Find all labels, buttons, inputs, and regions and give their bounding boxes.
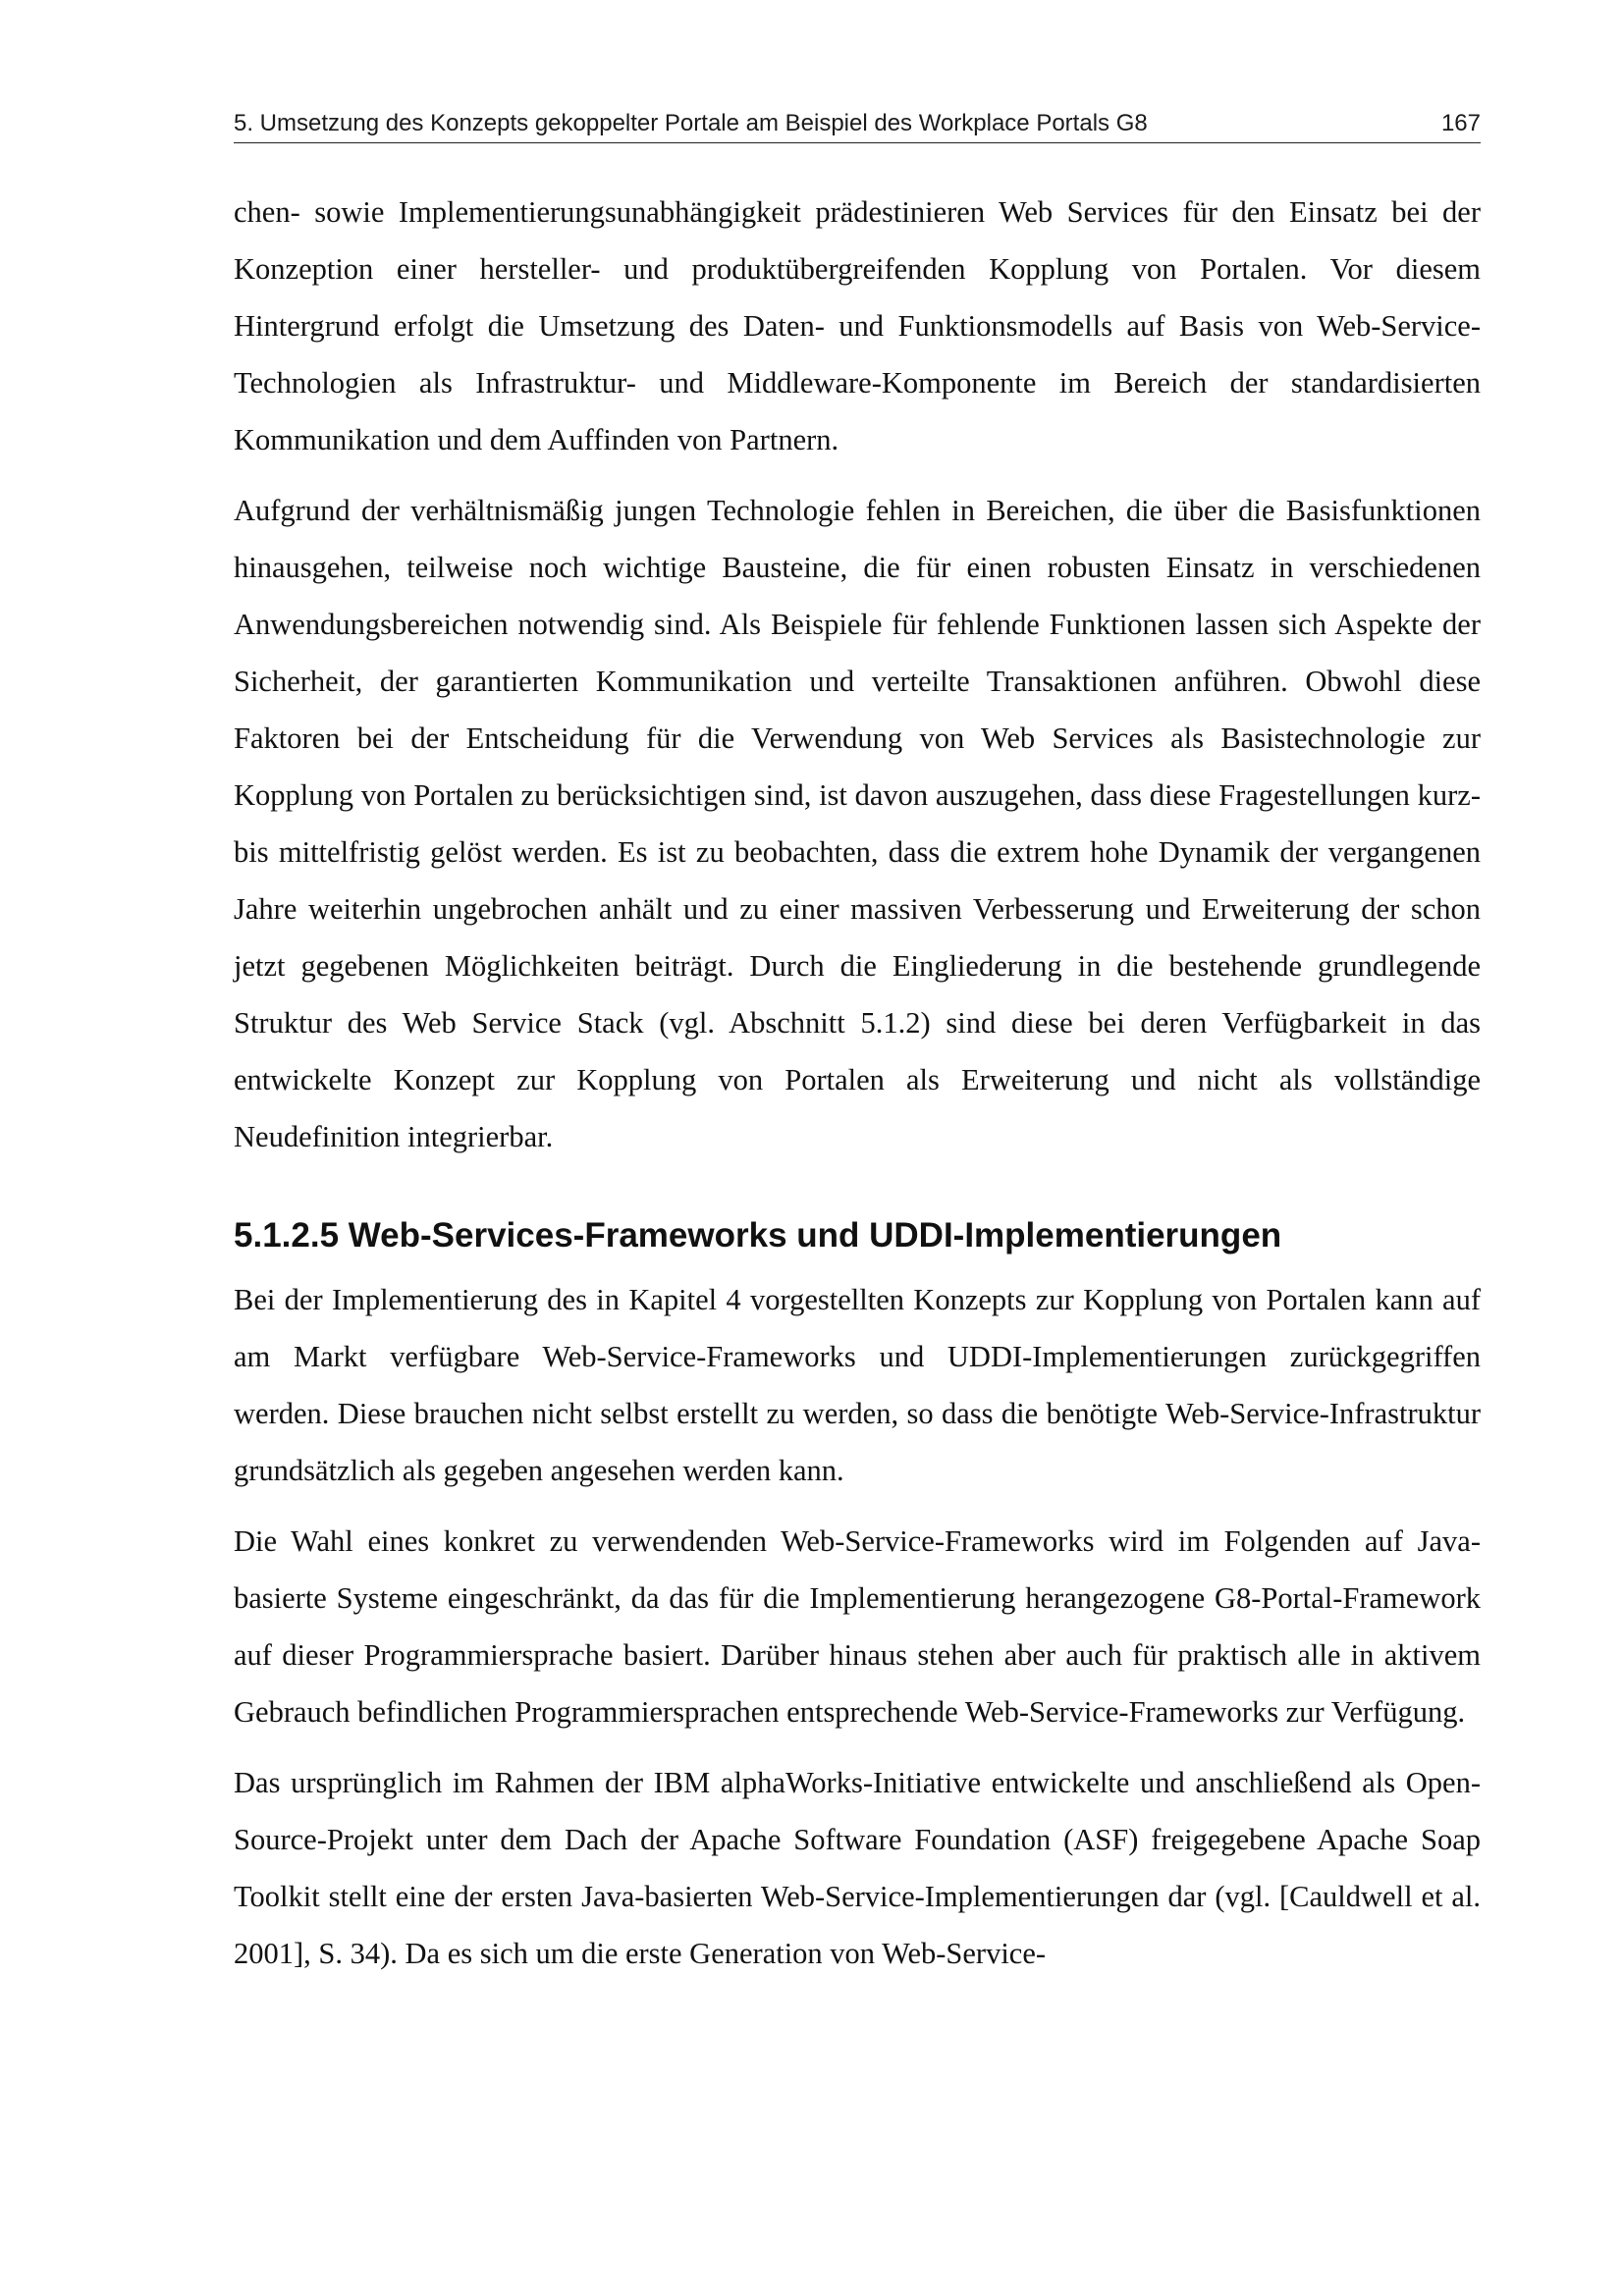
paragraph: Die Wahl eines konkret zu verwendenden Web-Service-Frameworks wird im Folgenden auf Java-basierte Systeme eingeschränkt, da das für die Implementierung herangezogene G8-Portal-Framework auf dieser Programmiersprache basiert. Darüber hinaus stehen aber auch für praktisch alle in aktivem Gebrauch befindlichen Programmiersprachen entsprechende Web-Service-Frameworks zur Verfügung. bbox=[234, 1523, 1481, 1729]
paragraph: Bei der Implementierung des in Kapitel 4 vorgestellten Konzepts zur Kopplung von Portalen kann auf am Markt verfügbare Web-Service-Frameworks und UDDI-Implementierungen zurückgegriffen werden. Diese brauchen nicht selbst erstellt zu werden, so dass die benötigte Web-Service-Infrastruktur grundsätzlich als gegeben angesehen werden kann. bbox=[234, 1282, 1481, 1487]
body-text bbox=[234, 184, 1481, 1982]
page-number: 167 bbox=[1440, 110, 1481, 136]
paragraph: chen- sowie Implementierungsunabhängigkeit prädestinieren Web Services für den Einsatz bei der Konzeption einer hersteller- und produktübergreifenden Kopplung von Portalen. Vor diesem Hintergrund erfolgt die Umsetzung des Daten- und Funktionsmodells auf Basis von Web-Service-Technologien als Infrastruktur- und Middleware-Komponente im Bereich der standardisierten Kommunikation und dem Auffinden von Partnern. bbox=[234, 194, 1481, 456]
document-page bbox=[234, 110, 1481, 1996]
chapter-title: 5. Umsetzung des Konzepts gekoppelter Portale am Beispiel des Workplace Portals G8 bbox=[234, 110, 1148, 136]
running-header bbox=[234, 110, 1481, 143]
paragraph: Aufgrund der verhältnismäßig jungen Technologie fehlen in Bereichen, die über die Basisfunktionen hinausgehen, teilweise noch wichtige Bausteine, die für einen robusten Einsatz in verschiedenen Anwendungsbereichen notwendig sind. Als Beispiele für fehlende Funktionen lassen sich Aspekte der Sicherheit, der garantierten Kommunikation und verteilte Transaktionen anführen. Obwohl diese Faktoren bei der Entscheidung für die Verwendung von Web Services als Basistechnologie zur Kopplung von Portalen zu berücksichtigen sind, ist davon auszugehen, dass diese Fragestellungen kurz- bis mittelfristig gelöst werden. Es ist zu beobachten, dass die extrem hohe Dynamik der vergangenen Jahre weiterhin ungebrochen anhält und zu einer massiven Verbesserung und Erweiterung der schon jetzt gegebenen Möglichkeiten beiträgt. Durch die Eingliederung in die bestehende grundlegende Struktur des Web Service Stack (vgl. Abschnitt 5.1.2) sind diese bei deren Verfügbarkeit in das entwickelte Konzept zur Kopplung von Portalen als Erweiterung und nicht als vollständige Neudefinition integrierbar. bbox=[234, 493, 1481, 1153]
section-heading: 5.1.2.5 Web-Services-Frameworks und UDDI-Implementierungen bbox=[234, 1215, 1282, 1255]
paragraph: Das ursprünglich im Rahmen der IBM alphaWorks-Initiative entwickelte und anschließend als Open-Source-Projekt unter dem Dach der Apache Software Foundation (ASF) freigegebene Apache Soap Toolkit stellt eine der ersten Java-basierten Web-Service-Implementierungen dar (vgl. [Cauldwell et al. 2001], S. 34). Da es sich um die erste Generation von Web-Service- bbox=[234, 1765, 1481, 1970]
